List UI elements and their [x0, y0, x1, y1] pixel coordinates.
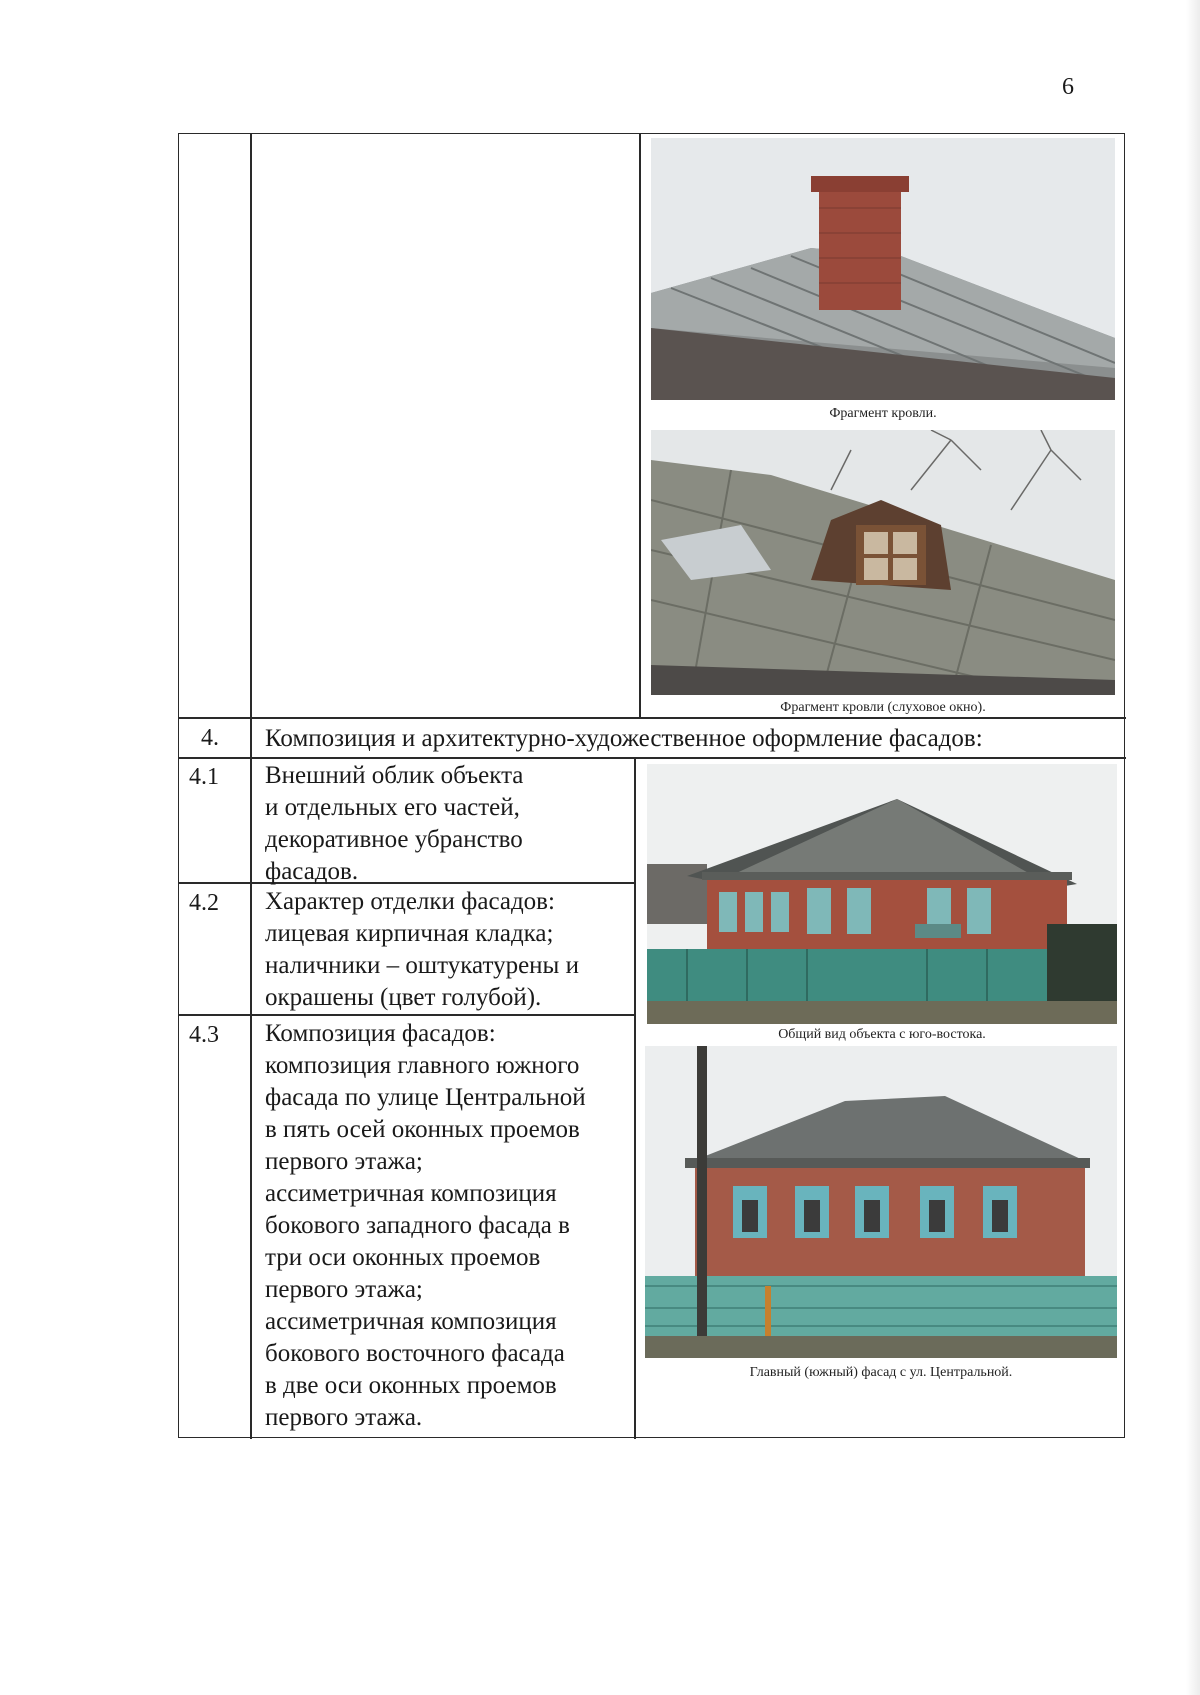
photo-house-southeast — [647, 764, 1117, 1024]
section-number: 4. — [201, 725, 219, 751]
row-4-2-text — [265, 886, 579, 1014]
text-line: бокового западного фасада в — [265, 1212, 570, 1239]
text-line: ассиметричная композиция — [265, 1180, 557, 1207]
text-line: первого этажа; — [265, 1276, 423, 1303]
text-line: бокового восточного фасада — [265, 1340, 565, 1367]
text-line: ассиметричная композиция — [265, 1308, 557, 1335]
text-line: композиция главного южного — [265, 1052, 580, 1079]
text-line: наличники – оштукатурены и — [265, 952, 579, 979]
row-number-4-2: 4.2 — [189, 890, 219, 916]
row-number-4-3: 4.3 — [189, 1022, 219, 1048]
row-4-1-text — [265, 760, 523, 888]
text-line: первого этажа; — [265, 1148, 423, 1175]
column-divider-2-upper — [639, 134, 641, 717]
text-line: и отдельных его частей, — [265, 794, 520, 821]
text-line: Внешний облик объекта — [265, 762, 524, 789]
roof-dormer-image — [651, 430, 1115, 695]
column-divider-2-lower — [634, 757, 636, 1439]
caption-dormer: Фрагмент кровли (слуховое окно). — [780, 700, 986, 715]
photo-roof-dormer — [651, 430, 1115, 695]
row-divider-4-3 — [179, 1014, 635, 1016]
text-line: лицевая кирпичная кладка; — [265, 920, 554, 947]
column-divider-1 — [250, 134, 252, 1439]
main-facade-image — [645, 1046, 1117, 1358]
row-4-3-text — [265, 1018, 586, 1434]
text-line: декоративное убранство — [265, 826, 523, 853]
row-divider-4-1 — [179, 757, 1126, 759]
row-divider-section — [179, 717, 1126, 719]
text-line: в две оси оконных проемов — [265, 1372, 557, 1399]
house-southeast-image — [647, 764, 1117, 1024]
section-title: Композиция и архитектурно-художественное оформление фасадов: — [265, 725, 983, 752]
text-line: в пять осей оконных проемов — [265, 1116, 580, 1143]
photo-roof-chimney — [651, 138, 1115, 400]
caption-southeast: Общий вид объекта с юго-востока. — [778, 1027, 986, 1042]
text-line: первого этажа. — [265, 1404, 423, 1431]
text-line: три оси оконных проемов — [265, 1244, 541, 1271]
row-number-4-1: 4.1 — [189, 764, 219, 790]
page-number: 6 — [1062, 74, 1074, 100]
text-line: фасадов. — [265, 858, 359, 885]
document-table — [178, 133, 1125, 1438]
text-line: Характер отделки фасадов: — [265, 888, 555, 915]
caption-main-facade: Главный (южный) фасад с ул. Центральной. — [749, 1365, 1013, 1380]
page-edge-shadow — [1186, 0, 1200, 1695]
text-line: Композиция фасадов: — [265, 1020, 496, 1047]
photo-main-facade — [645, 1046, 1117, 1358]
roof-chimney-image — [651, 138, 1115, 400]
caption-roof: Фрагмент кровли. — [829, 406, 937, 421]
text-line: фасада по улице Центральной — [265, 1084, 586, 1111]
text-line: окрашены (цвет голубой). — [265, 984, 542, 1011]
